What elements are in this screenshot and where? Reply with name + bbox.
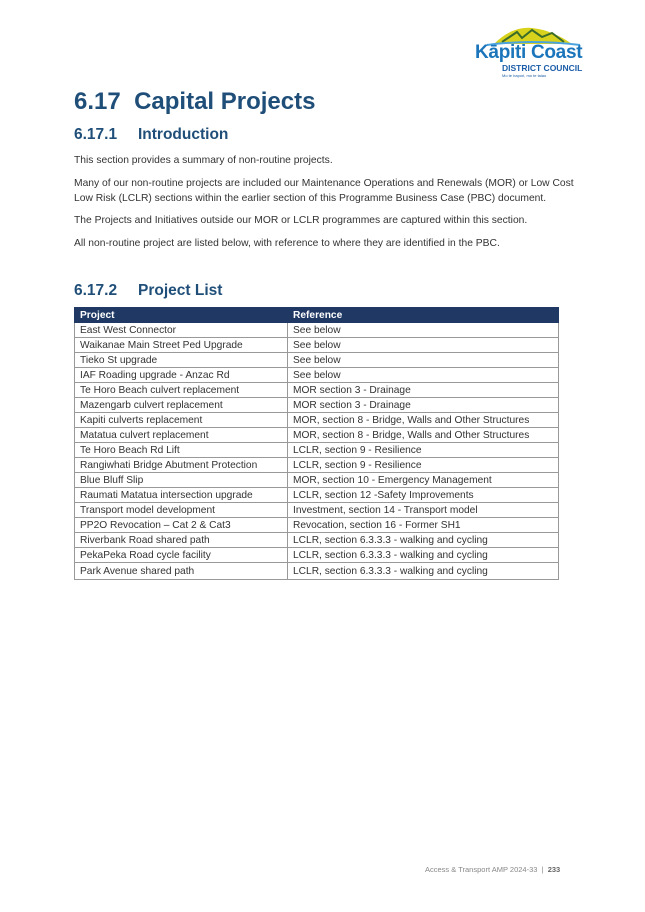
table-row — [75, 533, 559, 548]
project-cell: PP2O Revocation – Cat 2 & Cat3 — [75, 518, 288, 533]
project-cell: Raumati Matatua intersection upgrade — [75, 488, 288, 503]
paragraph: All non-routine project are listed below, with reference to where they are identified in the PBC. — [74, 238, 500, 249]
reference-cell: MOR, section 10 - Emergency Management — [288, 473, 559, 488]
table-row — [75, 443, 559, 458]
footer-text: Access & Transport AMP 2024-33 — [425, 865, 538, 874]
table-row — [75, 548, 559, 563]
project-cell: Matatua culvert replacement — [75, 428, 288, 443]
project-cell: Rangiwhati Bridge Abutment Protection — [75, 458, 288, 473]
project-table — [74, 307, 559, 580]
reference-cell: MOR section 3 - Drainage — [288, 383, 559, 398]
column-header-project: Project — [75, 308, 288, 323]
project-cell: Park Avenue shared path — [75, 563, 288, 580]
table-row — [75, 413, 559, 428]
paragraph: Many of our non-routine projects are included our Maintenance Operations and Renewals (MOR) or Low Cost Low Risk (LCLR) sections within the earlier section of this Programme Business Case (PBC) document. — [74, 178, 574, 204]
table-row — [75, 398, 559, 413]
section-number: 6.17.1 — [74, 126, 118, 143]
reference-cell: LCLR, section 6.3.3.3 - walking and cycling — [288, 563, 559, 580]
reference-cell: Investment, section 14 - Transport model — [288, 503, 559, 518]
page-number: 233 — [547, 865, 561, 874]
table-row — [75, 323, 559, 338]
reference-cell: See below — [288, 338, 559, 353]
table-row — [75, 338, 559, 353]
paragraph: The Projects and Initiatives outside our MOR or LCLR programmes are captured within this section. — [74, 215, 528, 226]
page-footer — [425, 865, 560, 874]
reference-cell: LCLR, section 9 - Resilience — [288, 458, 559, 473]
project-cell: PekaPeka Road cycle facility — [75, 548, 288, 563]
table-row — [75, 428, 559, 443]
project-cell: Waikanae Main Street Ped Upgrade — [75, 338, 288, 353]
reference-cell: LCLR, section 6.3.3.3 - walking and cycling — [288, 548, 559, 563]
reference-cell: See below — [288, 323, 559, 338]
reference-cell: LCLR, section 12 -Safety Improvements — [288, 488, 559, 503]
section-heading-project-list — [74, 282, 222, 300]
title-text: Capital Projects — [134, 88, 316, 115]
table-row — [75, 458, 559, 473]
project-cell: Blue Bluff Slip — [75, 473, 288, 488]
project-cell: Transport model development — [75, 503, 288, 518]
section-title: Introduction — [138, 126, 229, 143]
logo-subtitle: DISTRICT COUNCIL — [502, 63, 583, 73]
project-cell: East West Connector — [75, 323, 288, 338]
project-cell: IAF Roading upgrade - Anzac Rd — [75, 368, 288, 383]
reference-cell: See below — [288, 353, 559, 368]
project-cell: Te Horo Beach Rd Lift — [75, 443, 288, 458]
title-number: 6.17 — [74, 88, 121, 115]
table-row — [75, 518, 559, 533]
reference-cell: MOR, section 8 - Bridge, Walls and Other Structures — [288, 428, 559, 443]
table-row — [75, 488, 559, 503]
section-title: Project List — [138, 282, 223, 299]
reference-cell: See below — [288, 368, 559, 383]
table-row — [75, 503, 559, 518]
table-header-row — [75, 308, 559, 323]
table-row — [75, 563, 559, 580]
project-cell: Riverbank Road shared path — [75, 533, 288, 548]
footer-separator: | — [541, 865, 544, 874]
project-cell: Tieko St upgrade — [75, 353, 288, 368]
reference-cell: Revocation, section 16 - Former SH1 — [288, 518, 559, 533]
table-row — [75, 473, 559, 488]
column-header-reference: Reference — [288, 308, 559, 323]
reference-cell: LCLR, section 9 - Resilience — [288, 443, 559, 458]
reference-cell: MOR, section 8 - Bridge, Walls and Other Structures — [288, 413, 559, 428]
table-row — [75, 383, 559, 398]
table-row — [75, 353, 559, 368]
council-logo — [472, 24, 592, 76]
reference-cell: LCLR, section 6.3.3.3 - walking and cycling — [288, 533, 559, 548]
paragraph: This section provides a summary of non-routine projects. — [74, 155, 333, 166]
section-heading-introduction — [74, 126, 228, 144]
logo-tagline: Mo te hapori, mo te taiao — [502, 73, 547, 78]
project-cell: Mazengarb culvert replacement — [75, 398, 288, 413]
table-row — [75, 368, 559, 383]
section-number: 6.17.2 — [74, 282, 118, 299]
logo-name: Kāpiti Coast — [475, 42, 583, 63]
project-cell: Kapiti culverts replacement — [75, 413, 288, 428]
reference-cell: MOR section 3 - Drainage — [288, 398, 559, 413]
page-title — [74, 88, 315, 116]
project-cell: Te Horo Beach culvert replacement — [75, 383, 288, 398]
